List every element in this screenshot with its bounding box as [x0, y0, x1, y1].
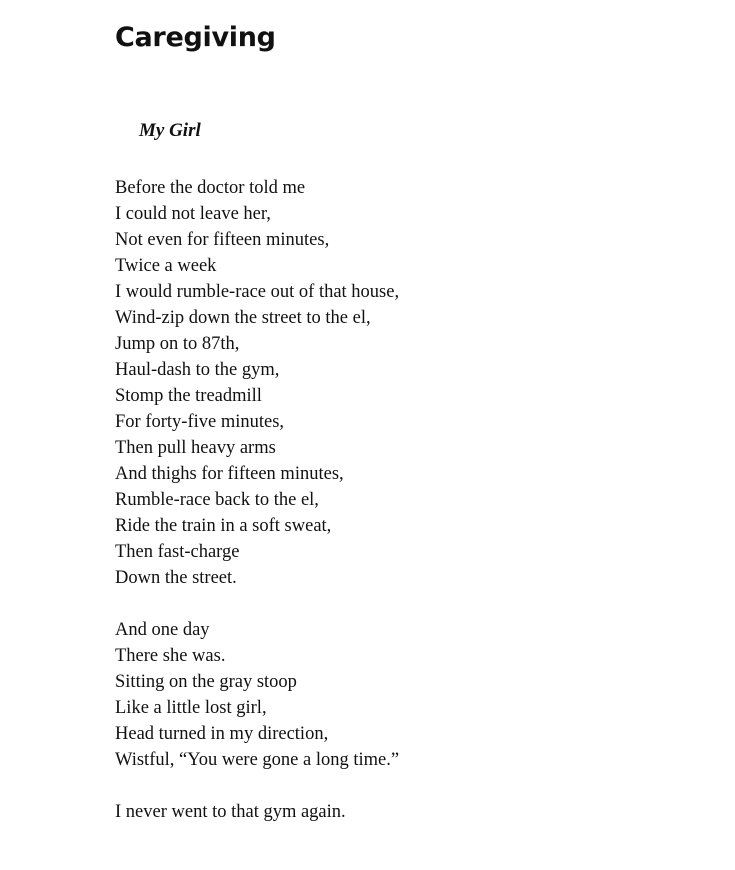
section-title: Caregiving	[115, 22, 276, 53]
poem-line: Stomp the treadmill	[115, 386, 262, 406]
poem-line: Jump on to 87th,	[115, 334, 240, 354]
poem-line: Wind-zip down the street to the el,	[115, 308, 371, 328]
stanza-3	[115, 799, 399, 825]
stanza-1	[115, 175, 399, 591]
poem-line: Wistful, “You were gone a long time.”	[115, 750, 400, 770]
poem-title: My Girl	[139, 120, 201, 141]
poem-line: Sitting on the gray stoop	[115, 672, 297, 692]
poem-line: Rumble-race back to the el,	[115, 490, 319, 510]
poem-line: Twice a week	[115, 256, 217, 276]
poem-line: For forty-five minutes,	[115, 412, 285, 432]
stanza-2	[115, 617, 399, 773]
poem-line: Not even for fifteen minutes,	[115, 230, 330, 250]
poem-line: Haul-dash to the gym,	[115, 360, 280, 380]
poem-line: Down the street.	[115, 568, 237, 588]
poem-line: And thighs for fifteen minutes,	[115, 464, 344, 484]
poem-line: Then pull heavy arms	[115, 438, 276, 458]
poem-body	[115, 175, 399, 851]
poem-line: Then fast-charge	[115, 542, 240, 562]
poem-line: Head turned in my direction,	[115, 724, 329, 744]
poem-line: And one day	[115, 620, 210, 640]
poem-line: I never went to that gym again.	[115, 802, 346, 822]
poem-line: There she was.	[115, 646, 226, 666]
poem-line: Ride the train in a soft sweat,	[115, 516, 332, 536]
poem-line: Like a little lost girl,	[115, 698, 267, 718]
poem-line: Before the doctor told me	[115, 178, 306, 198]
poem-line: I would rumble-race out of that house,	[115, 282, 400, 302]
poem-line: I could not leave her,	[115, 204, 271, 224]
